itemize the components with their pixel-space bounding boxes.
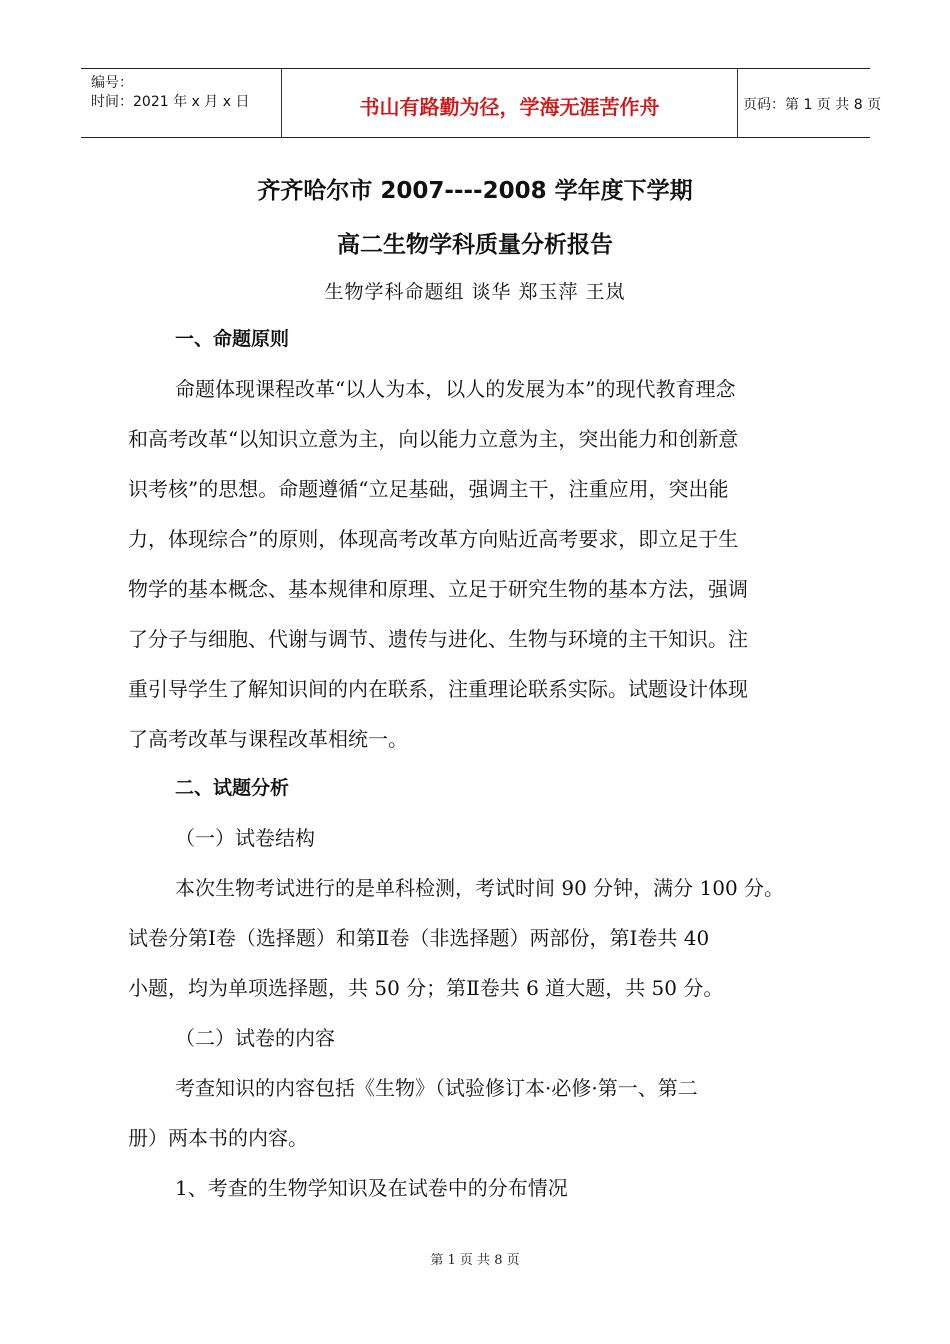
paragraph-line: 小题，均为单项选择题，共 50 分；第Ⅱ卷共 6 道大题，共 50 分。 — [128, 976, 724, 1000]
document-date: 时间：2021 年 x 月 x 日 — [91, 94, 250, 110]
header-info-cell — [81, 69, 281, 137]
header-page-cell — [737, 69, 882, 137]
header-motto-cell — [281, 69, 738, 137]
subsection-heading-content: （二）试卷的内容 — [175, 1026, 335, 1050]
paragraph-line: 考查知识的内容包括《生物》（试验修订本·必修·第一、第二 — [175, 1076, 698, 1100]
subsection-heading-structure: （一）试卷结构 — [175, 826, 315, 850]
page-footer: 第 1 页 共 8 页 — [430, 1253, 520, 1268]
document-code-label: 编号： — [91, 75, 133, 91]
paragraph-line: 了分子与细胞、代谢与调节、遗传与进化、生物与环境的主干知识。注 — [128, 627, 748, 651]
paragraph-line: 识考核”的思想。命题遵循“立足基础，强调主干，注重应用，突出能 — [128, 477, 729, 501]
header-motto: 书山有路勤为径，学海无涯苦作舟 — [359, 95, 660, 119]
paragraph-line: 力，体现综合”的原则，体现高考改革方向贴近高考要求，即立足于生 — [128, 527, 739, 551]
paragraph-line: 重引导学生了解知识间的内在联系，注重理论联系实际。试题设计体现 — [128, 677, 748, 701]
paragraph-line: 本次生物考试进行的是单科检测，考试时间 90 分钟，满分 100 分。 — [175, 876, 785, 900]
page-header — [81, 68, 882, 138]
paragraph-line: 命题体现课程改革“以人为本，以人的发展为本”的现代教育理念 — [175, 377, 736, 401]
paragraph-line: 物学的基本概念、基本规律和原理、立足于研究生物的基本方法，强调 — [128, 577, 748, 601]
document-title-line1: 齐齐哈尔市 2007----2008 学年度下学期 — [257, 178, 693, 204]
paragraph-line: 和高考改革“以知识立意为主，向以能力立意为主，突出能力和创新意 — [128, 427, 739, 451]
document-authors: 生物学科命题组 谈华 郑玉萍 王岚 — [324, 281, 626, 303]
paragraph-line: 了高考改革与课程改革相统一。 — [128, 727, 408, 751]
section-heading-analysis: 二、试题分析 — [175, 777, 290, 799]
header-page-number: 页码：第 1 页 共 8 页 — [743, 97, 882, 113]
paragraph-line: 册）两本书的内容。 — [128, 1126, 308, 1150]
paragraph-line: 试卷分第Ⅰ卷（选择题）和第Ⅱ卷（非选择题）两部份，第Ⅰ卷共 40 — [128, 926, 710, 950]
section-heading-principles: 一、命题原则 — [175, 328, 290, 350]
document-title-line2: 高二生物学科质量分析报告 — [337, 232, 613, 258]
list-item-knowledge-distribution: 1、考查的生物学知识及在试卷中的分布情况 — [175, 1176, 568, 1200]
